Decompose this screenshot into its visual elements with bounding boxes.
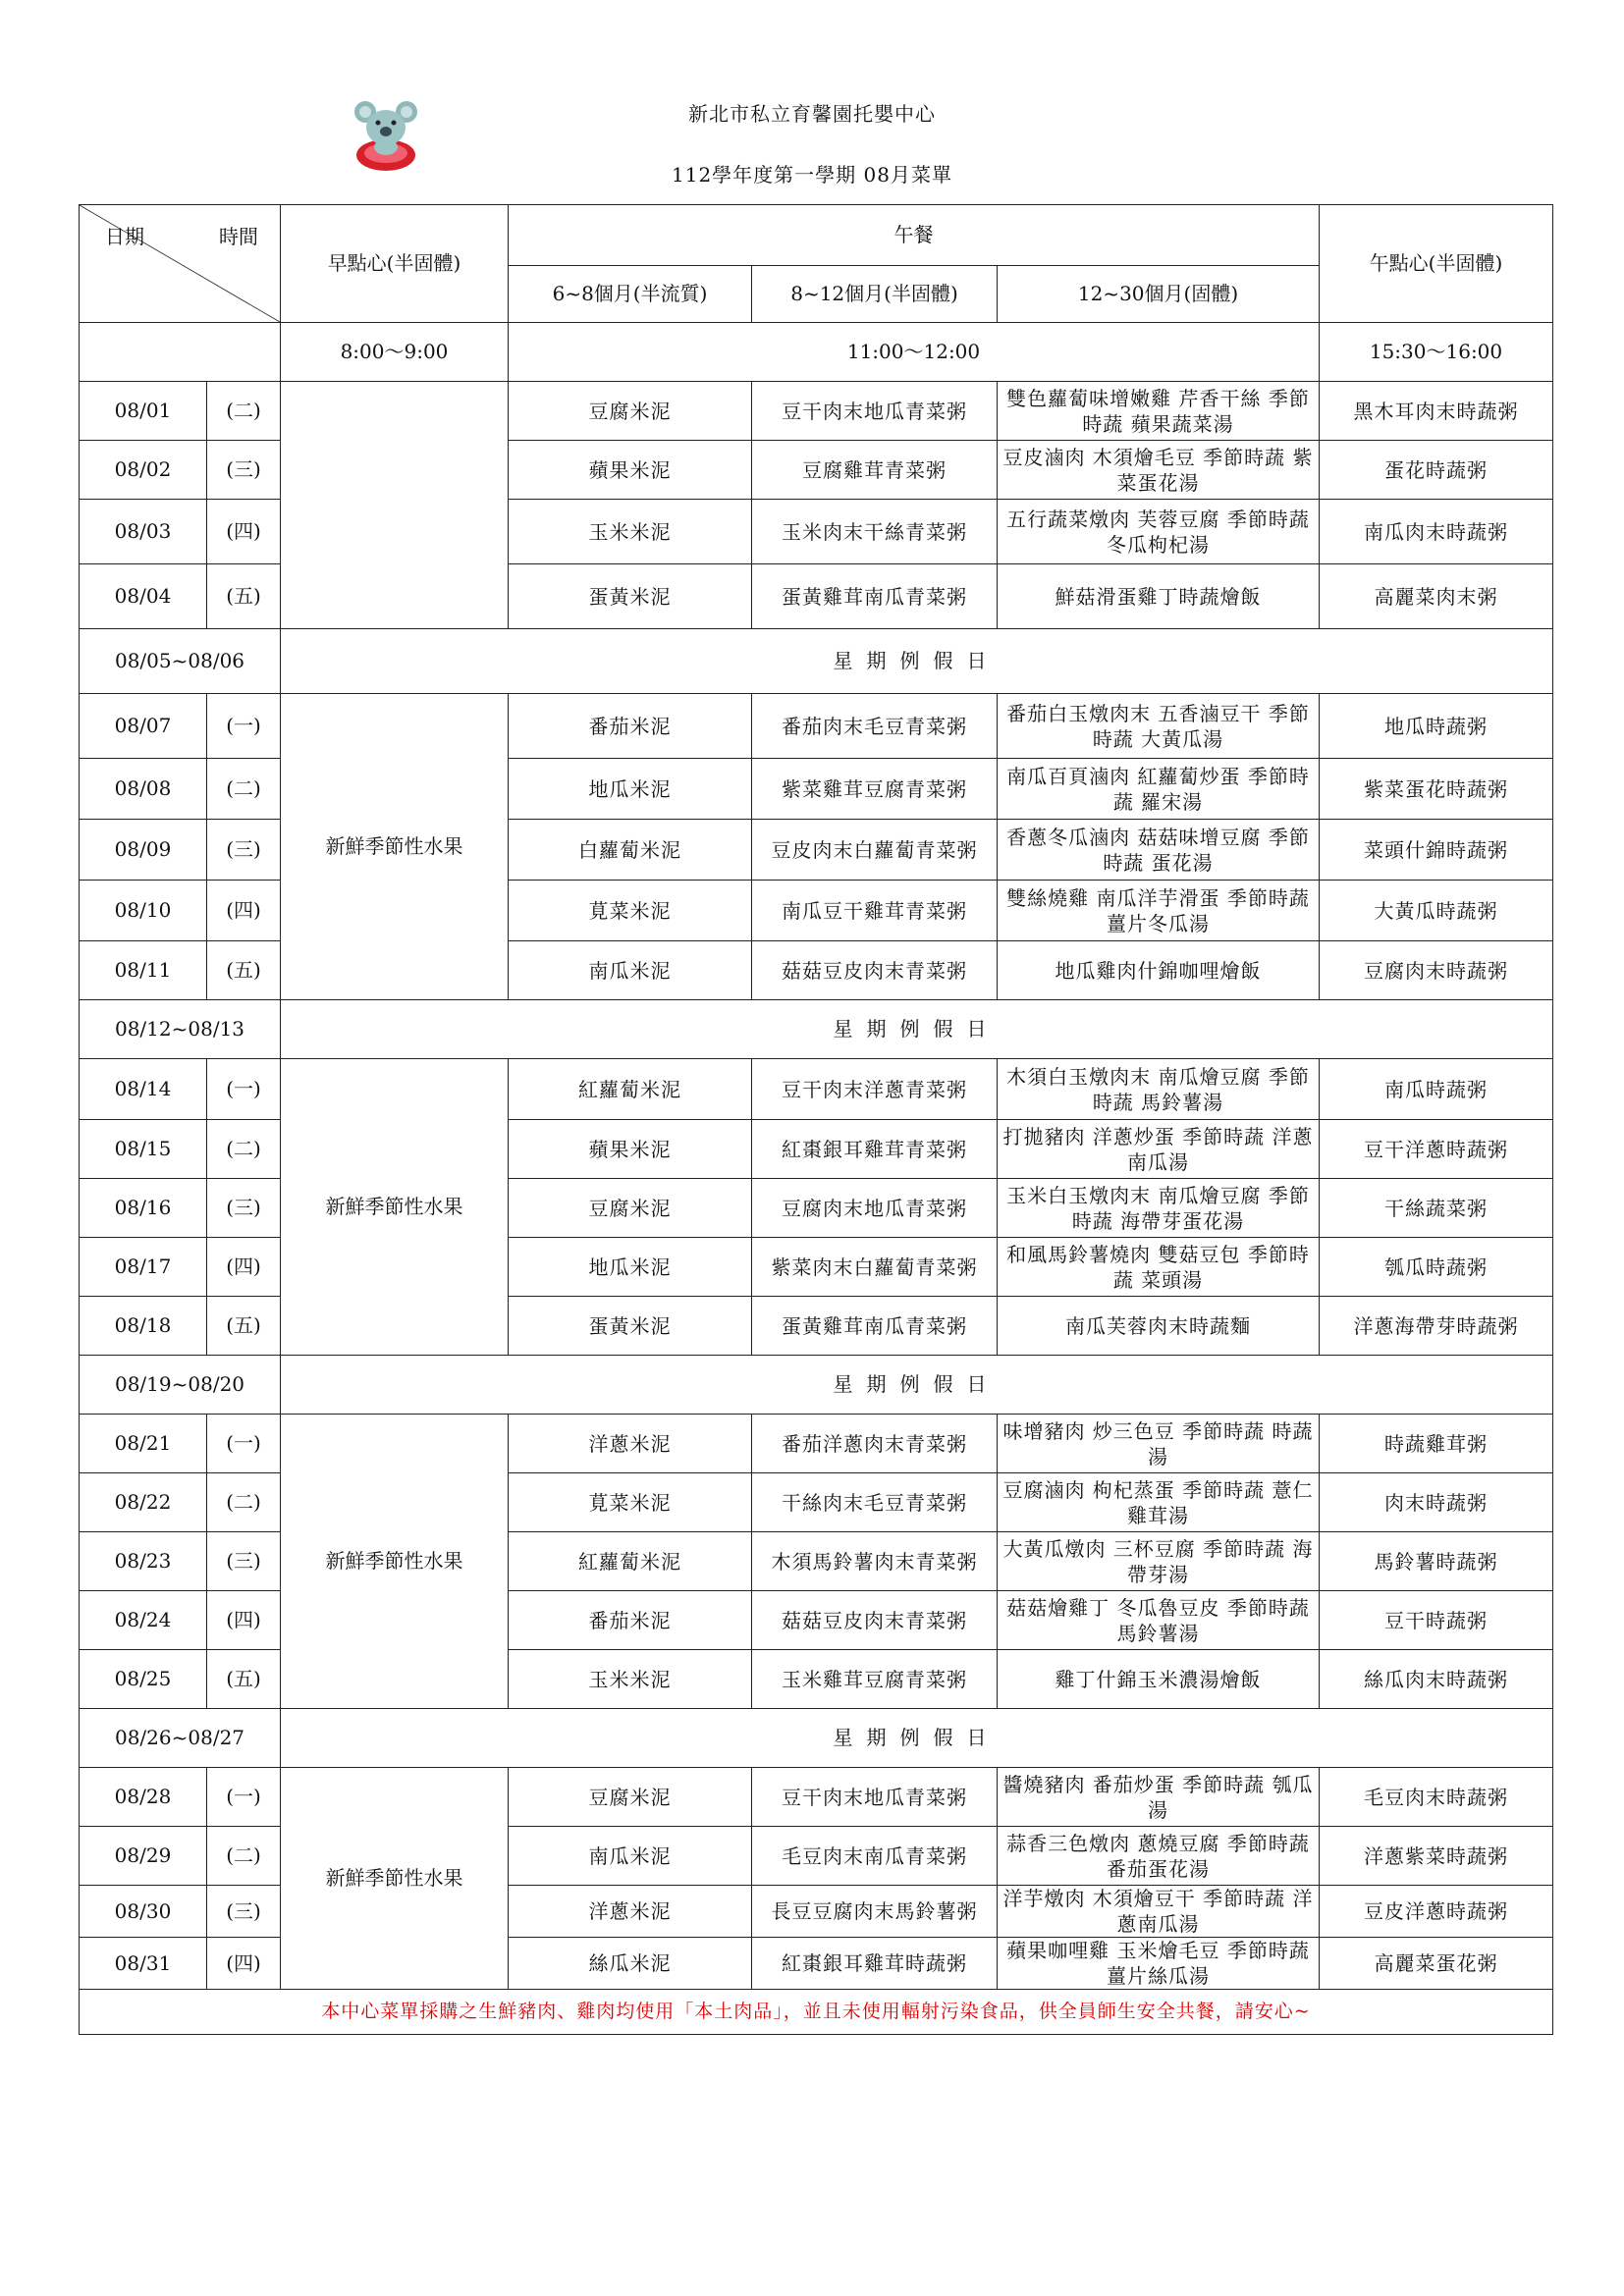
semi-solid-cell: 毛豆肉末南瓜青菜粥 — [752, 1827, 998, 1886]
date-cell: 08/22 — [80, 1473, 207, 1532]
solid-meal-cell: 豆皮滷肉 木須燴毛豆 季節時蔬 紫菜蛋花湯 — [998, 441, 1320, 500]
afternoon-snack-cell: 南瓜肉末時蔬粥 — [1320, 500, 1553, 564]
solid-meal-cell: 豆腐滷肉 枸杞蒸蛋 季節時蔬 薏仁雞茸湯 — [998, 1473, 1320, 1532]
age-6-8-header: 6~8個月(半流質) — [509, 266, 752, 323]
date-cell: 08/07 — [80, 694, 207, 759]
weekday-cell: (二) — [207, 1473, 281, 1532]
footer-note: 本中心菜單採購之生鮮豬肉、雞肉均使用「本土肉品」，並且未使用輻射污染食品，供全員師生安全共餐，請安心~ — [80, 1990, 1553, 2035]
afternoon-snack-cell: 高麗菜蛋花粥 — [1320, 1938, 1553, 1990]
afternoon-snack-cell: 肉末時蔬粥 — [1320, 1473, 1553, 1532]
holiday-row — [80, 1709, 1553, 1768]
date-cell: 08/04 — [80, 564, 207, 629]
semi-solid-cell: 長豆豆腐肉末馬鈴薯粥 — [752, 1886, 998, 1938]
morning-snack-cell: 新鮮季節性水果 — [281, 1059, 509, 1356]
morning-time: 8:00～9:00 — [281, 323, 509, 382]
puree-cell: 番茄米泥 — [509, 694, 752, 759]
solid-meal-cell: 雞丁什錦玉米濃湯燴飯 — [998, 1650, 1320, 1709]
weekday-cell: (二) — [207, 382, 281, 441]
afternoon-snack-cell: 洋蔥海帶芽時蔬粥 — [1320, 1297, 1553, 1356]
weekday-cell: (二) — [207, 1827, 281, 1886]
puree-cell: 南瓜米泥 — [509, 941, 752, 1000]
semi-solid-cell: 玉米雞茸豆腐青菜粥 — [752, 1650, 998, 1709]
afternoon-snack-cell: 毛豆肉末時蔬粥 — [1320, 1768, 1553, 1827]
morning-snack-cell — [281, 382, 509, 629]
morning-snack-cell: 新鮮季節性水果 — [281, 1768, 509, 1990]
holiday-label: 星期例假日 — [281, 1709, 1553, 1768]
weekday-cell: (二) — [207, 759, 281, 820]
holiday-row — [80, 629, 1553, 694]
weekday-cell: (一) — [207, 1059, 281, 1120]
date-cell: 08/18 — [80, 1297, 207, 1356]
date-cell: 08/16 — [80, 1179, 207, 1238]
date-cell: 08/08 — [80, 759, 207, 820]
puree-cell: 紅蘿蔔米泥 — [509, 1059, 752, 1120]
semi-solid-cell: 豆腐雞茸青菜粥 — [752, 441, 998, 500]
holiday-row — [80, 1356, 1553, 1415]
puree-cell: 豆腐米泥 — [509, 382, 752, 441]
date-cell: 08/02 — [80, 441, 207, 500]
puree-cell: 白蘿蔔米泥 — [509, 820, 752, 881]
puree-cell: 蛋黃米泥 — [509, 564, 752, 629]
menu-row — [80, 382, 1553, 441]
semi-solid-cell: 蛋黃雞茸南瓜青菜粥 — [752, 1297, 998, 1356]
weekday-cell: (五) — [207, 1297, 281, 1356]
solid-meal-cell: 鮮菇滑蛋雞丁時蔬燴飯 — [998, 564, 1320, 629]
time-spacer — [80, 323, 281, 382]
holiday-dates: 08/26~08/27 — [80, 1709, 281, 1768]
solid-meal-cell: 木須白玉燉肉末 南瓜燴豆腐 季節時蔬 馬鈴薯湯 — [998, 1059, 1320, 1120]
date-cell: 08/11 — [80, 941, 207, 1000]
menu-row — [80, 1768, 1553, 1827]
puree-cell: 洋蔥米泥 — [509, 1415, 752, 1473]
date-cell: 08/23 — [80, 1532, 207, 1591]
semi-solid-cell: 番茄肉末毛豆青菜粥 — [752, 694, 998, 759]
puree-cell: 絲瓜米泥 — [509, 1938, 752, 1990]
afternoon-snack-cell: 蛋花時蔬粥 — [1320, 441, 1553, 500]
solid-meal-cell: 南瓜百頁滷肉 紅蘿蔔炒蛋 季節時蔬 羅宋湯 — [998, 759, 1320, 820]
semi-solid-cell: 蛋黃雞茸南瓜青菜粥 — [752, 564, 998, 629]
weekday-cell: (四) — [207, 1938, 281, 1990]
semi-solid-cell: 番茄洋蔥肉末青菜粥 — [752, 1415, 998, 1473]
semi-solid-cell: 豆干肉末地瓜青菜粥 — [752, 382, 998, 441]
weekday-cell: (二) — [207, 1120, 281, 1179]
solid-meal-cell: 蘋果咖哩雞 玉米燴毛豆 季節時蔬 薑片絲瓜湯 — [998, 1938, 1320, 1990]
semi-solid-cell: 豆腐肉末地瓜青菜粥 — [752, 1179, 998, 1238]
puree-cell: 莧菜米泥 — [509, 1473, 752, 1532]
puree-cell: 玉米米泥 — [509, 500, 752, 564]
weekday-cell: (五) — [207, 941, 281, 1000]
weekday-cell: (三) — [207, 441, 281, 500]
date-cell: 08/24 — [80, 1591, 207, 1650]
afternoon-snack-cell: 菜頭什錦時蔬粥 — [1320, 820, 1553, 881]
semi-solid-cell: 紅棗銀耳雞茸時蔬粥 — [752, 1938, 998, 1990]
date-cell: 08/21 — [80, 1415, 207, 1473]
puree-cell: 地瓜米泥 — [509, 1238, 752, 1297]
weekday-cell: (四) — [207, 1591, 281, 1650]
date-cell: 08/10 — [80, 881, 207, 941]
date-time-header — [80, 205, 281, 323]
date-cell: 08/25 — [80, 1650, 207, 1709]
afternoon-snack-cell: 時蔬雞茸粥 — [1320, 1415, 1553, 1473]
date-cell: 08/15 — [80, 1120, 207, 1179]
weekday-cell: (三) — [207, 1179, 281, 1238]
solid-meal-cell: 菇菇燴雞丁 冬瓜魯豆皮 季節時蔬 馬鈴薯湯 — [998, 1591, 1320, 1650]
morning-snack-cell: 新鮮季節性水果 — [281, 694, 509, 1000]
afternoon-time: 15:30～16:00 — [1320, 323, 1553, 382]
lunch-time: 11:00～12:00 — [509, 323, 1320, 382]
puree-cell: 玉米米泥 — [509, 1650, 752, 1709]
semi-solid-cell: 南瓜豆干雞茸青菜粥 — [752, 881, 998, 941]
solid-meal-cell: 雙色蘿蔔味增嫩雞 芹香干絲 季節時蔬 蘋果蔬菜湯 — [998, 382, 1320, 441]
lunch-header: 午餐 — [509, 205, 1320, 266]
weekday-cell: (三) — [207, 1532, 281, 1591]
afternoon-snack-cell: 豆皮洋蔥時蔬粥 — [1320, 1886, 1553, 1938]
afternoon-snack-cell: 豆干洋蔥時蔬粥 — [1320, 1120, 1553, 1179]
menu-title: 112學年度第一學期 08月菜單 — [672, 163, 952, 187]
date-cell: 08/31 — [80, 1938, 207, 1990]
age-8-12-header: 8~12個月(半固體) — [752, 266, 998, 323]
weekday-cell: (四) — [207, 500, 281, 564]
solid-meal-cell: 味增豬肉 炒三色豆 季節時蔬 時蔬湯 — [998, 1415, 1320, 1473]
menu-row — [80, 694, 1553, 759]
afternoon-snack-header: 午點心(半固體) — [1320, 205, 1553, 323]
puree-cell: 豆腐米泥 — [509, 1179, 752, 1238]
puree-cell: 豆腐米泥 — [509, 1768, 752, 1827]
holiday-dates: 08/12~08/13 — [80, 1000, 281, 1059]
solid-meal-cell: 蒜香三色燉肉 蔥燒豆腐 季節時蔬 番茄蛋花湯 — [998, 1827, 1320, 1886]
semi-solid-cell: 豆干肉末洋蔥青菜粥 — [752, 1059, 998, 1120]
holiday-dates: 08/19~08/20 — [80, 1356, 281, 1415]
date-cell: 08/14 — [80, 1059, 207, 1120]
afternoon-snack-cell: 洋蔥紫菜時蔬粥 — [1320, 1827, 1553, 1886]
menu-row — [80, 1059, 1553, 1120]
solid-meal-cell: 南瓜芙蓉肉末時蔬麵 — [998, 1297, 1320, 1356]
date-cell: 08/03 — [80, 500, 207, 564]
semi-solid-cell: 紫菜肉末白蘿蔔青菜粥 — [752, 1238, 998, 1297]
date-cell: 08/09 — [80, 820, 207, 881]
afternoon-snack-cell: 絲瓜肉末時蔬粥 — [1320, 1650, 1553, 1709]
time-header: 時間 — [219, 225, 258, 248]
afternoon-snack-cell: 南瓜時蔬粥 — [1320, 1059, 1553, 1120]
puree-cell: 南瓜米泥 — [509, 1827, 752, 1886]
afternoon-snack-cell: 干絲蔬菜粥 — [1320, 1179, 1553, 1238]
solid-meal-cell: 五行蔬菜燉肉 芙蓉豆腐 季節時蔬 冬瓜枸杞湯 — [998, 500, 1320, 564]
holiday-row — [80, 1000, 1553, 1059]
weekday-cell: (四) — [207, 1238, 281, 1297]
solid-meal-cell: 香蔥冬瓜滷肉 菇菇味增豆腐 季節時蔬 蛋花湯 — [998, 820, 1320, 881]
afternoon-snack-cell: 高麗菜肉末粥 — [1320, 564, 1553, 629]
puree-cell: 蛋黃米泥 — [509, 1297, 752, 1356]
morning-snack-header: 早點心(半固體) — [281, 205, 509, 323]
menu-table — [79, 204, 1553, 2035]
morning-snack-cell: 新鮮季節性水果 — [281, 1415, 509, 1709]
afternoon-snack-cell: 豆腐肉末時蔬粥 — [1320, 941, 1553, 1000]
solid-meal-cell: 醬燒豬肉 番茄炒蛋 季節時蔬 瓠瓜湯 — [998, 1768, 1320, 1827]
weekday-cell: (一) — [207, 1768, 281, 1827]
puree-cell: 蘋果米泥 — [509, 1120, 752, 1179]
solid-meal-cell: 洋芋燉肉 木須燴豆干 季節時蔬 洋蔥南瓜湯 — [998, 1886, 1320, 1938]
center-name: 新北市私立育馨園托嬰中心 — [688, 102, 936, 126]
semi-solid-cell: 木須馬鈴薯肉末青菜粥 — [752, 1532, 998, 1591]
afternoon-snack-cell: 豆干時蔬粥 — [1320, 1591, 1553, 1650]
solid-meal-cell: 玉米白玉燉肉末 南瓜燴豆腐 季節時蔬 海帶芽蛋花湯 — [998, 1179, 1320, 1238]
afternoon-snack-cell: 紫菜蛋花時蔬粥 — [1320, 759, 1553, 820]
semi-solid-cell: 紅棗銀耳雞茸青菜粥 — [752, 1120, 998, 1179]
date-cell: 08/30 — [80, 1886, 207, 1938]
afternoon-snack-cell: 大黃瓜時蔬粥 — [1320, 881, 1553, 941]
semi-solid-cell: 菇菇豆皮肉末青菜粥 — [752, 1591, 998, 1650]
puree-cell: 莧菜米泥 — [509, 881, 752, 941]
solid-meal-cell: 和風馬鈴薯燒肉 雙菇豆包 季節時蔬 菜頭湯 — [998, 1238, 1320, 1297]
semi-solid-cell: 豆干肉末地瓜青菜粥 — [752, 1768, 998, 1827]
semi-solid-cell: 紫菜雞茸豆腐青菜粥 — [752, 759, 998, 820]
afternoon-snack-cell: 黑木耳肉末時蔬粥 — [1320, 382, 1553, 441]
menu-row — [80, 1415, 1553, 1473]
semi-solid-cell: 菇菇豆皮肉末青菜粥 — [752, 941, 998, 1000]
weekday-cell: (四) — [207, 881, 281, 941]
puree-cell: 番茄米泥 — [509, 1591, 752, 1650]
weekday-cell: (三) — [207, 820, 281, 881]
date-header: 日期 — [105, 225, 144, 248]
puree-cell: 洋蔥米泥 — [509, 1886, 752, 1938]
afternoon-snack-cell: 瓠瓜時蔬粥 — [1320, 1238, 1553, 1297]
semi-solid-cell: 玉米肉末干絲青菜粥 — [752, 500, 998, 564]
holiday-label: 星期例假日 — [281, 1356, 1553, 1415]
puree-cell: 地瓜米泥 — [509, 759, 752, 820]
weekday-cell: (五) — [207, 1650, 281, 1709]
date-cell: 08/29 — [80, 1827, 207, 1886]
puree-cell: 蘋果米泥 — [509, 441, 752, 500]
semi-solid-cell: 豆皮肉末白蘿蔔青菜粥 — [752, 820, 998, 881]
weekday-cell: (一) — [207, 1415, 281, 1473]
solid-meal-cell: 雙絲燒雞 南瓜洋芋滑蛋 季節時蔬 薑片冬瓜湯 — [998, 881, 1320, 941]
holiday-label: 星期例假日 — [281, 1000, 1553, 1059]
holiday-dates: 08/05~08/06 — [80, 629, 281, 694]
semi-solid-cell: 干絲肉末毛豆青菜粥 — [752, 1473, 998, 1532]
afternoon-snack-cell: 地瓜時蔬粥 — [1320, 694, 1553, 759]
afternoon-snack-cell: 馬鈴薯時蔬粥 — [1320, 1532, 1553, 1591]
solid-meal-cell: 地瓜雞肉什錦咖哩燴飯 — [998, 941, 1320, 1000]
weekday-cell: (一) — [207, 694, 281, 759]
date-cell: 08/17 — [80, 1238, 207, 1297]
solid-meal-cell: 大黃瓜燉肉 三杯豆腐 季節時蔬 海帶芽湯 — [998, 1532, 1320, 1591]
weekday-cell: (三) — [207, 1886, 281, 1938]
weekday-cell: (五) — [207, 564, 281, 629]
date-cell: 08/28 — [80, 1768, 207, 1827]
date-cell: 08/01 — [80, 382, 207, 441]
solid-meal-cell: 打拋豬肉 洋蔥炒蛋 季節時蔬 洋蔥南瓜湯 — [998, 1120, 1320, 1179]
holiday-label: 星期例假日 — [281, 629, 1553, 694]
puree-cell: 紅蘿蔔米泥 — [509, 1532, 752, 1591]
age-12-30-header: 12~30個月(固體) — [998, 266, 1320, 323]
solid-meal-cell: 番茄白玉燉肉末 五香滷豆干 季節時蔬 大黃瓜湯 — [998, 694, 1320, 759]
